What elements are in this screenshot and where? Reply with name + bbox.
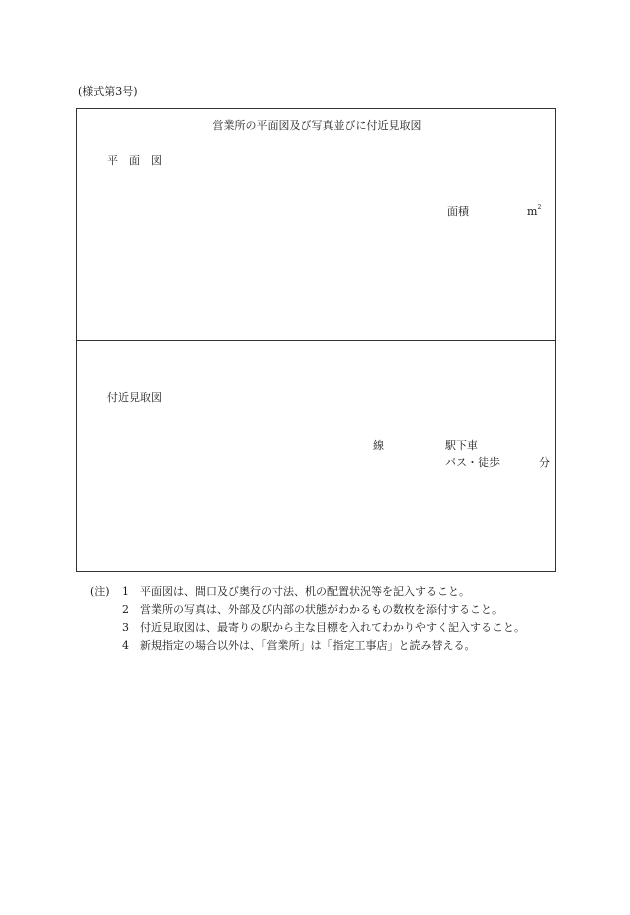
area-unit-base: m [527,205,538,218]
minutes-label: 分 [539,456,550,469]
notes-section [90,583,525,655]
note-text: 新規指定の場合以外は、「営業所」は「指定工事店」と読み替える。 [140,639,476,652]
notes-prefix: (注) [90,585,110,598]
area-unit-exponent: 2 [537,204,542,211]
line-label: 線 [373,439,384,452]
form-title: 営業所の平面図及び写真並びに付近見取図 [212,119,422,132]
bus-walk-label: バス・徒歩 [445,456,500,469]
note-item [90,637,525,655]
note-number: 4 [122,639,129,652]
note-item [90,619,525,637]
area-unit [527,206,541,217]
note-number: 3 [122,621,129,634]
station-label: 駅下車 [445,439,478,452]
floor-plan-label: 平 面 図 [107,154,162,167]
note-number: 1 [122,585,129,598]
note-text: 付近見取図は、最寄りの駅から主な目標を入れてわかりやすく記入すること。 [140,621,525,634]
section-divider [77,340,555,341]
note-text: 平面図は、間口及び奥行の寸法、机の配置状況等を記入すること。 [140,585,470,598]
note-item [90,583,525,601]
form-frame [76,108,556,572]
area-label: 面積 [447,205,469,218]
form-number: (様式第3号) [78,85,138,98]
note-number: 2 [122,603,129,616]
note-item [90,601,525,619]
note-text: 営業所の写真は、外部及び内部の状態がわかるもの数枚を添付すること。 [140,603,503,616]
vicinity-map-label: 付近見取図 [107,391,162,404]
